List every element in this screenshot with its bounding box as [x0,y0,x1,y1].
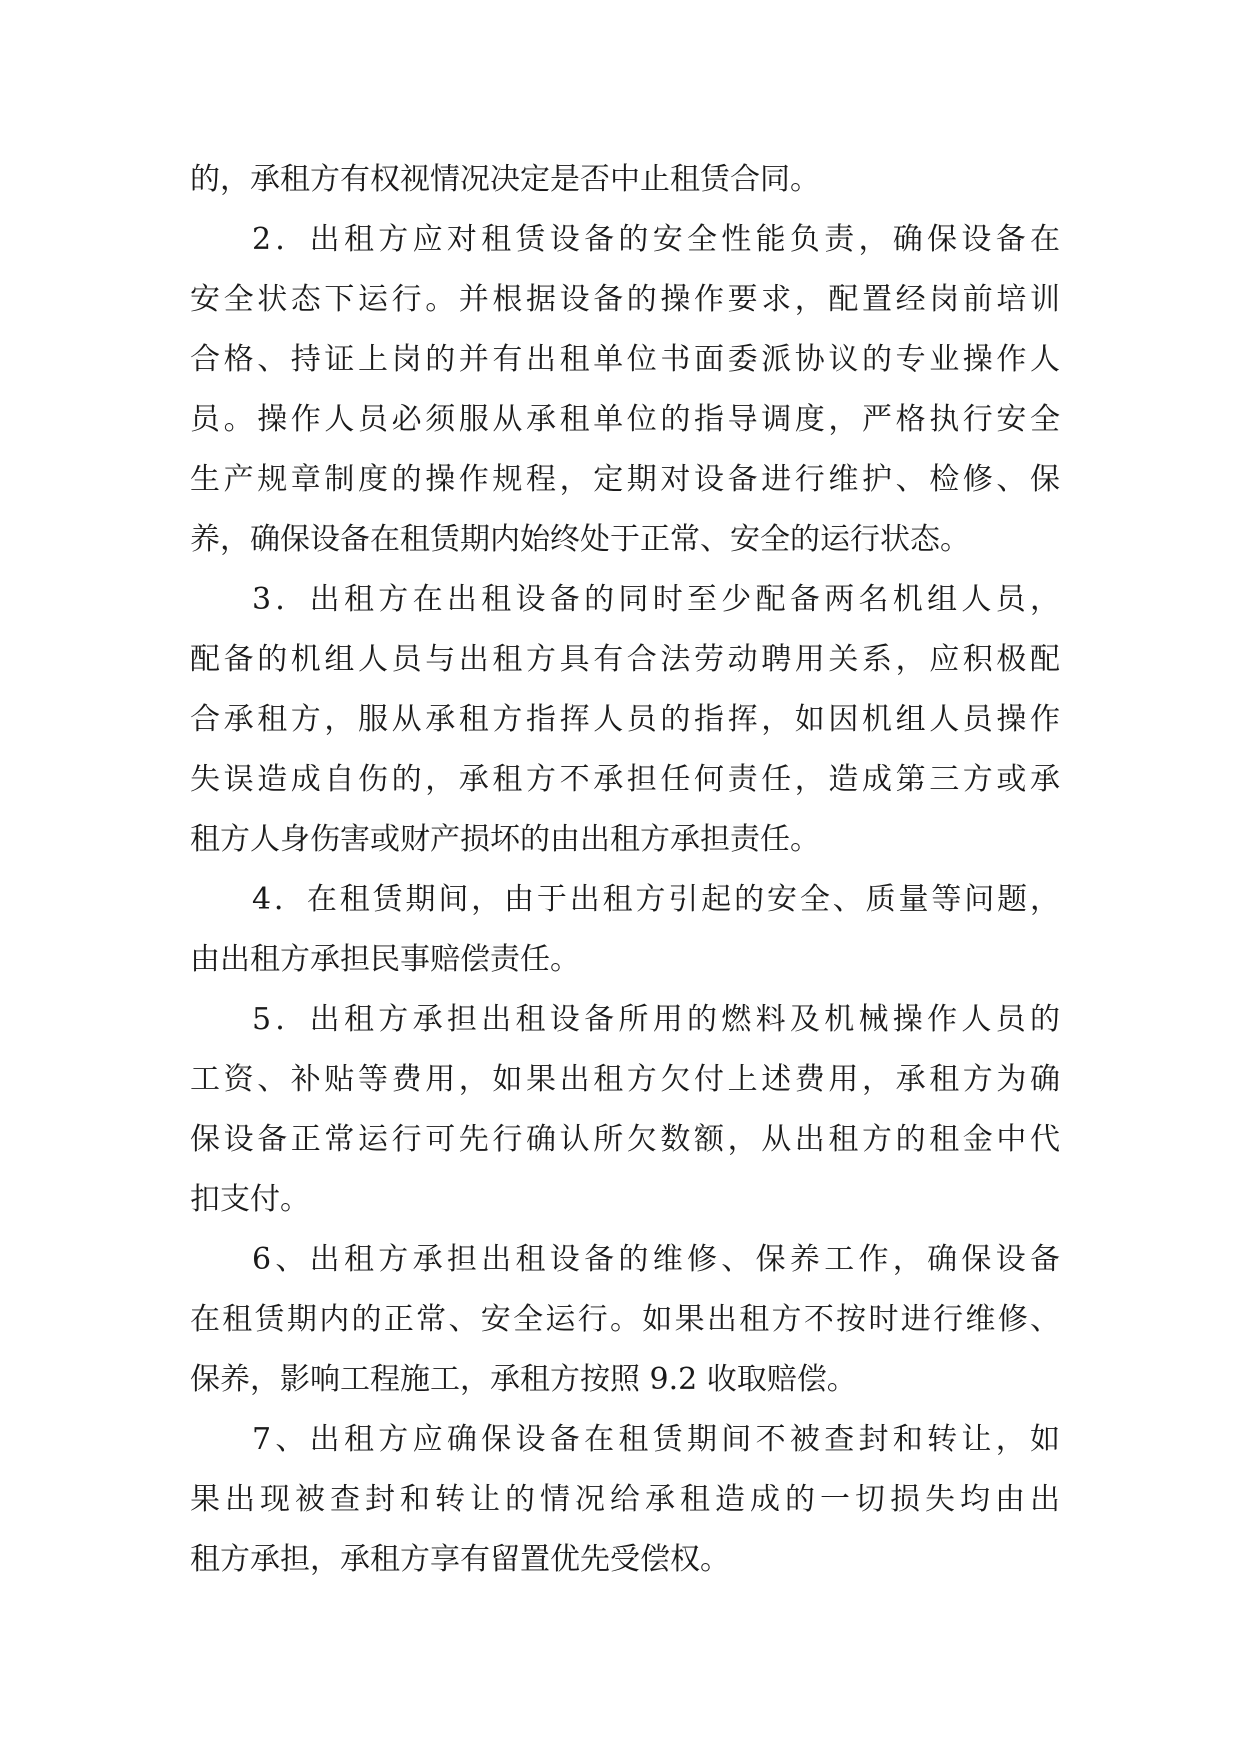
paragraph-5-line: 工资、补贴等费用，如果出租方欠付上述费用，承租方为确 [190,1062,1060,1097]
paragraph-2-line: 合格、持证上岗的并有出租单位书面委派协议的专业操作人 [190,342,1060,377]
paragraph-6-line: 6、出租方承担出租设备的维修、保养工作，确保设备 [252,1242,1060,1277]
paragraph-3-line: 失误造成自伤的，承租方不承担任何责任，造成第三方或承 [190,762,1060,797]
paragraph-7-line: 租方承担，承租方享有留置优先受偿权。 [190,1542,730,1577]
paragraph-7-line: 果出现被查封和转让的情况给承租造成的一切损失均由出 [190,1482,1060,1517]
paragraph-5-line: 扣支付。 [190,1182,310,1217]
paragraph-5-line: 保设备正常运行可先行确认所欠数额，从出租方的租金中代 [190,1122,1060,1157]
paragraph-2-line: 安全状态下运行。并根据设备的操作要求，配置经岗前培训 [190,282,1060,317]
paragraph-2-line: 2．出租方应对租赁设备的安全性能负责，确保设备在 [252,222,1060,257]
paragraph-2-line: 员。操作人员必须服从承租单位的指导调度，严格执行安全 [190,402,1060,437]
paragraph-2-line: 养，确保设备在租赁期内始终处于正常、安全的运行状态。 [190,522,970,557]
paragraph-4-line: 由出租方承担民事赔偿责任。 [190,942,580,977]
document-body [190,150,1060,1590]
paragraph-5-line: 5．出租方承担出租设备所用的燃料及机械操作人员的 [252,1002,1060,1037]
paragraph-3-line: 合承租方，服从承租方指挥人员的指挥，如因机组人员操作 [190,702,1060,737]
paragraph-4-line: 4．在租赁期间，由于出租方引起的安全、质量等问题， [252,882,1060,917]
paragraph-3-line: 配备的机组人员与出租方具有合法劳动聘用关系，应积极配 [190,642,1060,677]
paragraph-6-line: 在租赁期内的正常、安全运行。如果出租方不按时进行维修、 [190,1302,1060,1337]
paragraph-3-line: 3．出租方在出租设备的同时至少配备两名机组人员， [252,582,1060,617]
paragraph-1-line: 的，承租方有权视情况决定是否中止租赁合同。 [190,162,820,197]
paragraph-2-line: 生产规章制度的操作规程，定期对设备进行维护、检修、保 [190,462,1060,497]
paragraph-6-line: 保养，影响工程施工，承租方按照 9.2 收取赔偿。 [190,1362,857,1397]
paragraph-3-line: 租方人身伤害或财产损坏的由出租方承担责任。 [190,822,820,857]
paragraph-7-line: 7、出租方应确保设备在租赁期间不被查封和转让，如 [252,1422,1060,1457]
